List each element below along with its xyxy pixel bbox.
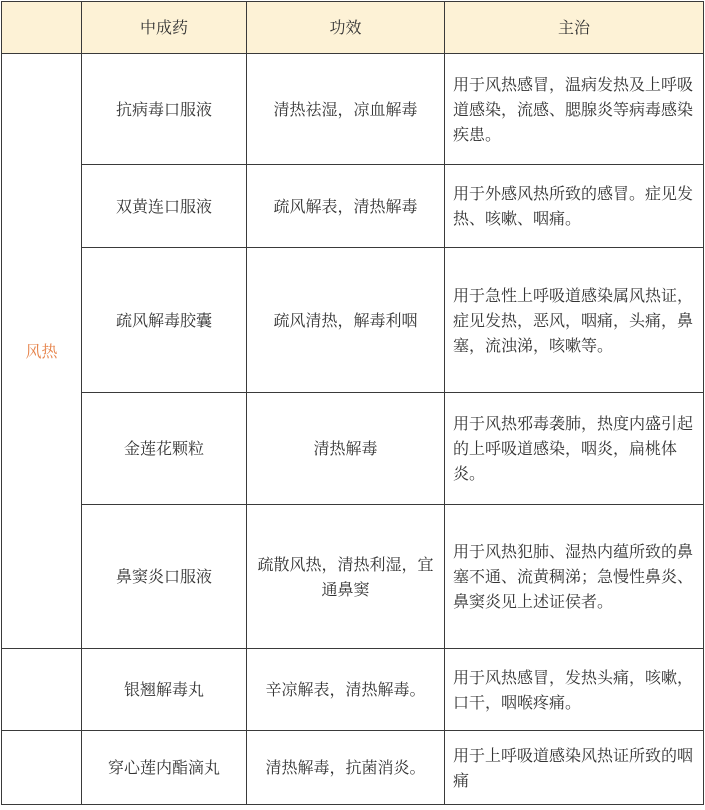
medicine-treatment: 用于上呼吸道感染风热证所致的咽痛 <box>445 731 704 805</box>
medicine-treatment: 用于风热邪毒袭肺，热度内盛引起的上呼吸道感染，咽炎，扁桃体炎。 <box>445 393 704 505</box>
medicine-table <box>1 1 704 805</box>
header-name: 中成药 <box>82 2 247 54</box>
medicine-treatment: 用于风热感冒，温病发热及上呼吸道感染，流感、腮腺炎等病毒感染疾患。 <box>445 54 704 165</box>
category-cell: 风热 <box>2 54 82 649</box>
header-effect: 功效 <box>247 2 445 54</box>
category-cell-empty <box>2 649 82 731</box>
medicine-name: 疏风解毒胶囊 <box>82 248 247 393</box>
medicine-treatment: 用于风热感冒，发热头痛，咳嗽，口干，咽喉疼痛。 <box>445 649 704 731</box>
medicine-effect: 清热祛湿，凉血解毒 <box>247 54 445 165</box>
table-row <box>2 731 704 805</box>
category-cell-empty <box>2 731 82 805</box>
medicine-effect: 疏风解表，清热解毒 <box>247 165 445 248</box>
medicine-effect: 清热解毒 <box>247 393 445 505</box>
table-row <box>2 393 704 505</box>
medicine-name: 鼻窦炎口服液 <box>82 505 247 649</box>
header-treatment: 主治 <box>445 2 704 54</box>
medicine-effect: 疏散风热，清热利湿，宜通鼻窦 <box>247 505 445 649</box>
header-category <box>2 2 82 54</box>
medicine-effect: 疏风清热，解毒利咽 <box>247 248 445 393</box>
medicine-treatment: 用于外感风热所致的感冒。症见发热、咳嗽、咽痛。 <box>445 165 704 248</box>
medicine-treatment: 用于风热犯肺、湿热内蕴所致的鼻塞不通、流黄稠涕；急慢性鼻炎、鼻窦炎见上述证侯者。 <box>445 505 704 649</box>
medicine-name: 抗病毒口服液 <box>82 54 247 165</box>
medicine-name: 穿心莲内酯滴丸 <box>82 731 247 805</box>
medicine-name: 金莲花颗粒 <box>82 393 247 505</box>
medicine-name: 银翘解毒丸 <box>82 649 247 731</box>
table-row <box>2 649 704 731</box>
table-header-row <box>2 2 704 54</box>
medicine-treatment: 用于急性上呼吸道感染属风热证，症见发热，恶风，咽痛，头痛，鼻塞，流浊涕，咳嗽等。 <box>445 248 704 393</box>
table-row <box>2 54 704 165</box>
table-row <box>2 165 704 248</box>
table-row <box>2 248 704 393</box>
table-row <box>2 505 704 649</box>
medicine-name: 双黄连口服液 <box>82 165 247 248</box>
medicine-effect: 清热解毒，抗菌消炎。 <box>247 731 445 805</box>
medicine-effect: 辛凉解表，清热解毒。 <box>247 649 445 731</box>
